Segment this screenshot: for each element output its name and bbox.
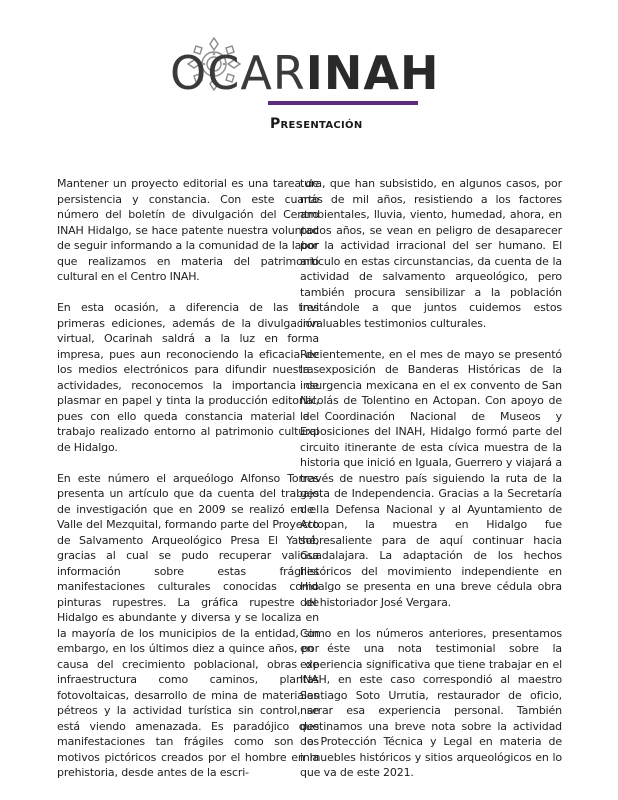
ocarinah-logo [170, 44, 439, 102]
paragraph: Mantener un proyecto editorial es una tarea de persistencia y constancia. Con este cuarto número del boletín de divulgación del Centro INAH Hidalgo, se hace patente nuestra voluntad de seguir informando a la comunidad de la labor que realizamos en materia del patrimonio cultural en el Centro INAH. [57, 177, 319, 283]
logo-bold-part: INAH [305, 46, 440, 100]
paragraph: En este número el arqueólogo Alfonso Torres presenta un artículo que da cuenta del trabajo de investigación que en 2009 se realizó en el Valle del Mezquital, formando parte del Proyecto de Salvamento Arqueológico Presa El Yathé, gracias al cual se pudo recuperar valiosa información sobre estas frágiles manifestaciones culturales conocidas como pinturas rupestres. La gráfica rupestre de Hidalgo es abundante y diversa y se localiza en la mayoría de los municipios de la entidad, sin embargo, en los últimos diez a quince años, por causa del crecimiento poblacional, obras de infraestructura como caminos, plantas fotovoltaicas, desarrollo de mina de materiales pétreos y la actividad turística sin control, se está viendo amenazada. Es paradójico que manifestaciones tan frágiles como son los motivos pictóricos creados por el hombre en la prehistoria, desde antes de la escri- [57, 471, 319, 779]
logo-accent-rule [268, 101, 418, 105]
logo-light-part: OCAR [170, 46, 306, 100]
paragraph: Recientemente, en el mes de mayo se presentó la exposición de Banderas Históricas de la insurgencia mexicana en el ex convento de San Nicolás de Tolentino en Actopan. Con apoyo de la Coordinación Nacional de Museos y Exposiciones del INAH, Hidalgo formó parte del circuito itinerante de esta cívica muestra de la historia que inició en Iguala, Guerrero y viajará a través de nuestro país siguiendo la ruta de la gesta de Independencia. Gracias a la Secretaría de la Defensa Nacional y al Ayuntamiento de Actopan, la muestra en Hidalgo fue sobresaliente para de aquí continuar hacia Guadalajara. La adaptación de los hechos históricos del movimiento independiente en Hidalgo se presenta en una breve cédula obra del historiador José Vergara. [300, 347, 562, 609]
paragraph: tura, que han subsistido, en algunos casos, por más de mil años, resistiendo a los factores ambientales, lluvia, viento, humedad, ahora, en pocos años, se vean en peligro de desaparecer por la actividad irracional del ser humano. El artículo en estas circunstancias, da cuenta de la actividad de salvamento arqueológico, pero también procura sensibilizar a la población invitándole a que juntos cuidemos estos invaluables testimonios culturales. [300, 177, 562, 330]
right-column [300, 176, 562, 796]
paragraph: Como en los números anteriores, presentamos en éste una nota testimonial sobre la experiencia significativa que tiene trabajar en el INAH, en este caso correspondió al maestro Santiago Soto Urrutia, restaurador de oficio, narrar esa experiencia personal. También destinamos una breve nota sobre la actividad de Protección Técnica y Legal en materia de inmuebles históricos y sitios arqueológicos en lo que va de este 2021. [300, 626, 562, 779]
paragraph: En esta ocasión, a diferencia de las tres primeras ediciones, además de la divulgación virtual, Ocarinah saldrá a la luz en forma impresa, pues aun reconociendo la eficacia de los medios electrónicos para difundir nuestras actividades, reconocemos la importancia de plasmar en papel y tinta la producción editorial, pues con ello queda constancia material del trabajo realizado entorno al patrimonio cultural de Hidalgo. [57, 301, 319, 454]
section-title: Presentación [270, 116, 363, 132]
masthead [0, 0, 618, 140]
left-column [57, 176, 319, 796]
